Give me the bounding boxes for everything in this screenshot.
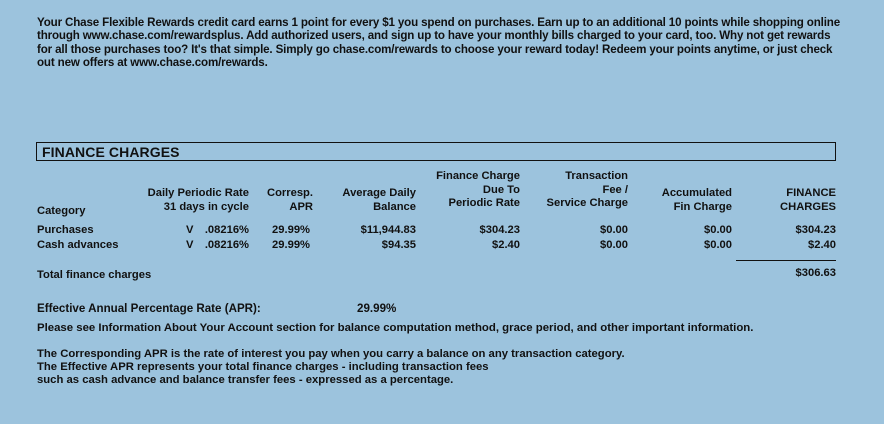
row-cash-category: Cash advances	[37, 239, 119, 251]
effective-apr-label: Effective Annual Percentage Rate (APR):	[37, 302, 261, 315]
row-cash-v: V	[186, 239, 194, 251]
row-cash-daily-rate: .08216%	[204, 239, 249, 251]
header-fc-line2: Due To	[482, 183, 520, 196]
row-purchases-total: $304.23	[795, 224, 836, 236]
header-daily-rate-line1: Daily Periodic Rate	[147, 187, 249, 199]
header-accumulated-fin-charge	[634, 187, 732, 214]
row-purchases-transaction-fee: $0.00	[600, 224, 628, 236]
row-purchases-daily-rate: .08216%	[204, 224, 249, 236]
row-cash-accumulated: $0.00	[704, 239, 732, 251]
total-finance-charges-label: Total finance charges	[37, 269, 152, 281]
row-purchases-avg-balance: $11,944.83	[360, 224, 416, 236]
row-purchases-finance-charge: $304.23	[479, 224, 520, 236]
total-rule-divider	[736, 260, 836, 261]
row-cash-avg-balance: $94.35	[381, 239, 416, 251]
header-tx-line1: Transaction	[565, 170, 628, 182]
row-cash-transaction-fee: $0.00	[600, 239, 628, 251]
row-cash-apr: 29.99%	[272, 239, 310, 251]
header-average-daily-balance	[316, 187, 416, 214]
header-tx-line2: Fee /	[602, 183, 628, 196]
apr-notes	[37, 348, 837, 388]
rewards-intro-paragraph: Your Chase Flexible Rewards credit card earns 1 point for every $1 you spend on purchases. Earn up to an additional 10 points while shopping online through www.chase.com/rewardsplus. Add authorized users, and sign up to have your monthly bills charged to your card, too. Why not get rewards for all those purchases too? It's that simple. Simply go chase.com/rewards to choose your reward today! Redeem your points anytime, or just check out new offers at www.chase.com/rewards.	[37, 16, 841, 69]
row-purchases-accumulated: $0.00	[704, 224, 732, 236]
row-purchases-category: Purchases	[37, 224, 94, 236]
row-cash-total: $2.40	[808, 239, 836, 251]
header-avg-line1: Average Daily	[342, 187, 416, 199]
header-transaction-fee	[526, 170, 628, 211]
header-corresp-apr	[250, 187, 313, 214]
info-line: Please see Information About Your Account section for balance computation method, grace period, and other important information.	[37, 322, 754, 334]
total-finance-charges-value: $306.63	[795, 267, 836, 279]
header-tx-line3: Service Charge	[546, 197, 628, 210]
header-fc-line3: Periodic Rate	[448, 197, 520, 210]
header-finance-charge-periodic	[420, 170, 520, 211]
row-purchases-apr: 29.99%	[272, 224, 310, 236]
header-daily-rate-line2: 31 days in cycle	[163, 200, 249, 213]
effective-apr-value: 29.99%	[357, 302, 397, 315]
finance-charges-header-box	[36, 142, 836, 161]
header-category: Category	[37, 205, 86, 217]
note-line-2: The Effective APR represents your total finance charges - including transaction fees	[37, 361, 489, 374]
header-apr-line2: APR	[289, 200, 313, 213]
header-apr-line1: Corresp.	[266, 187, 313, 199]
header-total-line1: FINANCE	[786, 187, 836, 199]
header-acc-line1: Accumulated	[661, 187, 732, 199]
header-finance-charges-total	[740, 187, 836, 214]
row-cash-finance-charge: $2.40	[492, 239, 520, 251]
note-line-3: such as cash advance and balance transfer fees - expressed as a percentage.	[37, 374, 454, 387]
section-title: FINANCE CHARGES	[42, 144, 180, 160]
header-total-line2: CHARGES	[780, 200, 836, 213]
header-fc-line1: Finance Charge	[436, 170, 520, 182]
header-avg-line2: Balance	[373, 200, 416, 213]
row-purchases-v: V	[186, 224, 194, 236]
note-line-1: The Corresponding APR is the rate of interest you pay when you carry a balance on any transaction category.	[37, 348, 625, 360]
header-acc-line2: Fin Charge	[673, 200, 732, 213]
header-daily-rate	[120, 187, 249, 214]
